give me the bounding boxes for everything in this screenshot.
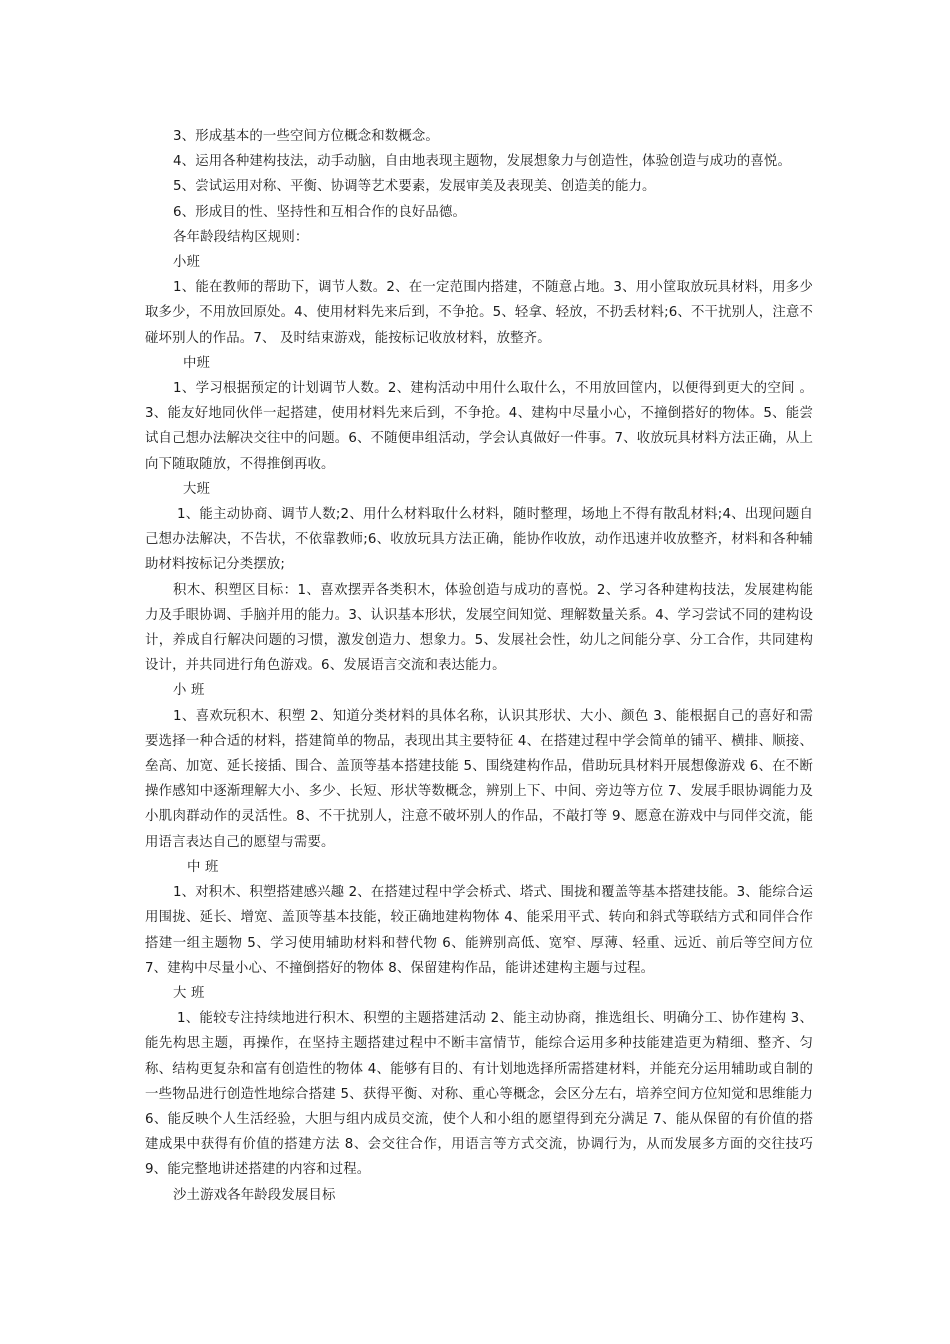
paragraph-goal-6: 6、形成目的性、坚持性和互相合作的良好品德。 <box>173 204 467 220</box>
paragraph-goal-3: 3、形成基本的一些空间方位概念和数概念。 <box>173 129 439 144</box>
heading-small-class: 小班 <box>173 255 201 271</box>
paragraph-large-class-rules: 1、能主动协商、调节人数;2、用什么材料取什么材料，随时整理，场地上不得有散乱材料;4、出现问题自己想办法解决，不告状，不依靠教师;6、收放玩具方法正确，能协作收放，动作迅速并收放整齐，材料和各种辅助材料按标记分类摆放; <box>145 507 813 573</box>
document-body <box>145 124 813 1208</box>
heading-blocks-large-class: 大 班 <box>173 985 205 1001</box>
paragraph-blocks-large-class: 1、能较专注持续地进行积木、积塑的主题搭建活动 2、能主动协商，推选组长、明确分工、协作建构 3、能先构思主题，再操作，在坚持主题搭建过程中不断丰富情节，能综合运用多种技能建造更为精细、整齐、匀称、结构更复杂和富有创造性的物体 4、能够有目的、有计划地选择所需搭建材料，并能充分运用辅助或自制的一些物品进行创造性地综合搭建 5、获得平衡、对称、重心等概念，会区分左右，培养空间方位知觉和思维能力 6、能反映个人生活经验，大胆与组内成员交流，使个人和小组的愿望得到充分满足 7、能从保留的有价值的搭建成果中获得有价值的搭建方法 8、会交往合作，用语言等方式交流，协调行为，从而发展多方面的交往技巧 9、能完整地讲述搭建的内容和过程。 <box>145 1011 813 1178</box>
paragraph-small-class-rules: 1、能在教师的帮助下，调节人数。2、在一定范围内搭建，不随意占地。3、用小筐取放玩具材料，用多少取多少，不用放回原处。4、使用材料先来后到，不争抢。5、轻拿、轻放，不扔丢材料;6、不干扰别人，注意不碰坏别人的作品。7、 及时结束游戏，能按标记收放材料，放整齐。 <box>145 280 813 346</box>
heading-blocks-middle-class: 中 班 <box>187 859 219 875</box>
heading-large-class: 大班 <box>183 481 211 497</box>
paragraph-goal-4: 4、运用各种建构技法，动手动脑，自由地表现主题物，发展想象力与创造性，体验创造与成功的喜悦。 <box>173 154 791 170</box>
paragraph-blocks-small-class: 1、喜欢玩积木、积塑 2、知道分类材料的具体名称，认识其形状、大小、颜色 3、能根据自己的喜好和需要选择一种合适的材料，搭建简单的物品，表现出其主要特征 4、在搭建过程中学会简单的铺平、横排、顺接、垒高、加宽、延长接插、围合、盖顶等基本搭建技能 5、围绕建构作品，借助玩具材料开展想像游戏 6、在不断操作感知中逐渐理解大小、多少、长短、形状等数概念，辨别上下、中间、旁边等方位 7、发展手眼协调能力及小肌肉群动作的灵活性。8、不干扰别人，注意不破坏别人的作品，不敲打等 9、愿意在游戏中与同伴交流，能用语言表达自己的愿望与需要。 <box>145 708 813 850</box>
heading-middle-class: 中班 <box>183 355 211 371</box>
paragraph-goal-5: 5、尝试运用对称、平衡、协调等艺术要素，发展审美及表现美、创造美的能力。 <box>173 179 656 195</box>
heading-rules: 各年龄段结构区规则： <box>173 229 309 245</box>
paragraph-blocks-goals: 积木、积塑区目标：1、喜欢摆弄各类积木，体验创造与成功的喜悦。2、学习各种建构技法，发展建构能力及手眼协调、手脑并用的能力。3、认识基本形状，发展空间知觉、理解数量关系。4、学习尝试不同的建构设计，养成自行解决问题的习惯，激发创造力、想象力。5、发展社会性，幼儿之间能分享、分工合作，共同建构设计，并共同进行角色游戏。6、发展语言交流和表达能力。 <box>145 582 813 674</box>
heading-blocks-small-class: 小 班 <box>173 683 205 699</box>
paragraph-blocks-middle-class: 1、对积木、积塑搭建感兴趣 2、在搭建过程中学会桥式、塔式、围拢和覆盖等基本搭建技能。3、能综合运用围拢、延长、增宽、盖顶等基本技能，较正确地建构物体 4、能采用平式、转向和斜式等联结方式和同伴合作搭建一组主题物 5、学习使用辅助材料和替代物 6、能辨别高低、宽窄、厚薄、轻重、远近、前后等空间方位 7、建构中尽量小心、不撞倒搭好的物体 8、保留建构作品，能讲述建构主题与过程。 <box>145 885 813 976</box>
heading-sand-play-goals: 沙土游戏各年龄段发展目标 <box>173 1187 336 1203</box>
paragraph-middle-class-rules: 1、学习根据预定的计划调节人数。2、建构活动中用什么取什么，不用放回筐内，以便得到更大的空间 。3、能友好地同伙伴一起搭建，使用材料先来后到，不争抢。4、建构中尽量小心，不撞倒搭好的物体。5、能尝试自己想办法解决交往中的问题。6、不随便串组活动，学会认真做好一件事。7、收放玩具材料方法正确，从上向下随取随放，不得推倒再收。 <box>145 381 813 472</box>
